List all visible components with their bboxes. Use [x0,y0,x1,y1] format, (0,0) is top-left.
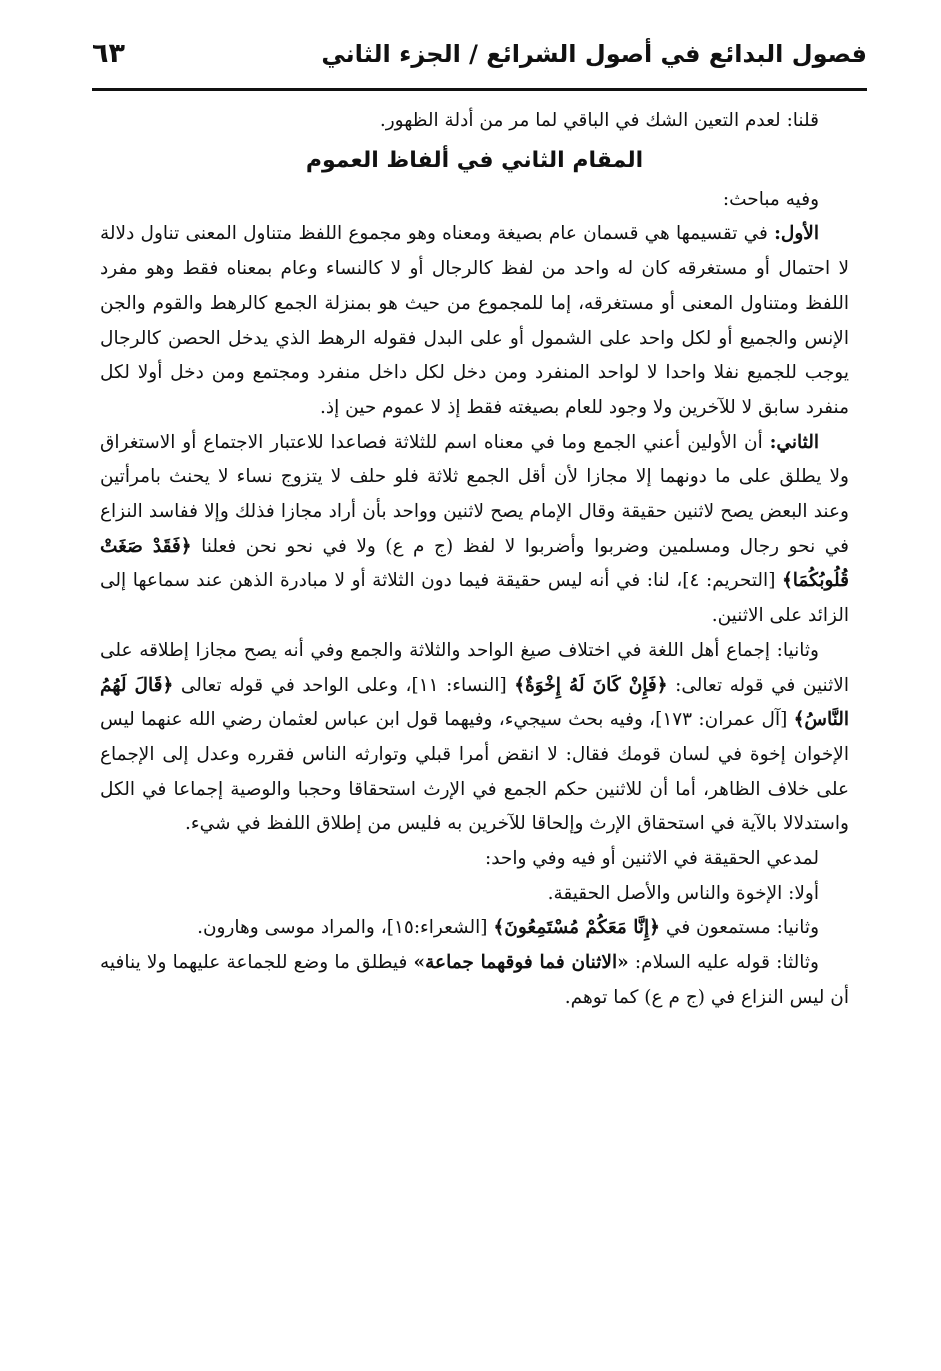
hadith-quote: «الاثنان فما فوقهما جماعة» [413,952,629,974]
second-argument-text-a: وثانيا: مستمعون في [660,917,819,939]
second-topic-text-b: [التحريم: ٤]، لنا: في أنه ليس حقيقة فيما دون الثلاثة أو لا مبادرة الذهن عند سماعها إلى الزائد على الاثنين. [100,570,849,627]
paragraph-third-argument [100,946,849,1015]
second-topic-text-a: أن الأولين أعني الجمع وما في معناه اسم للثلاثة فصاعدا للاعتبار الاجتماع أو الاستغراق ولا يطلق على ما دونهما إلا مجازا لأن أقل الجمع ثلاثة فلو حلف لا يتزوج نساء لا يحنث بامرأتين وعند البعض يصح لاثنين حقيقة وقال الإمام يصح لاثنين وواحد بأن أراد مجازا فذلك وإلا ففاسد النزاع في نحو رجال ومسلمين وضربوا وأضربوا لا لفظ (ج م ع) ولا في نحو نحن فعلنا [100,431,849,557]
paragraph-first-topic [100,217,849,425]
second-topic-heading: الثاني: [769,431,819,453]
paragraph-claimant: لمدعي الحقيقة في الاثنين أو فيه وفي واحد: [484,848,819,870]
first-topic-text: في تقسيمها هي قسمان عام بصيغة ومعناه وهو مجموع اللفظ متناول المعنى تناول دلالة لا احتمال أو مستغرقه كان له واحد من لفظ كالرجال أو لا كالنساء وعام بمعناه فقط وهو مفرد اللفظ ومتناول المعنى أو مستغرقه، إما للمجموع من حيث هو بمنزلة الجمع كالرهط والقوم والجن الإنس والجميع أو لكل واحد على الشمول أو على البدل فقوله الرهط الذي يدخل الحصن كالرجال يوجب للجميع نفلا واحدا لا لواحد المنفرد ومن دخل لكل داخل منفرد ومجتمع ومن دخل أولا لكل منفرد سابق لا للآخرين ولا وجود للعام بصيغته فقط إذ لا عموم حين إذ. [100,223,849,418]
section-title: المقام الثاني في ألفاظ العموم [305,147,644,173]
paragraph-first-argument: أولا: الإخوة والناس والأصل الحقيقة. [547,882,819,904]
paragraph-secondly [100,634,849,842]
page-number: ٦٣ [92,38,125,69]
secondly-text-a: وثانيا: إجماع أهل اللغة في اختلاف صيغ الواحد والثلاثة والجمع وفي أنه يصح مجازا إطلاقه على الاثنين في قوله تعالى: [100,639,849,696]
header-divider [92,88,867,91]
running-title: فصول البدائع في أصول الشرائع / الجزء الثاني [321,40,867,68]
secondly-text-c: [آل عمران: ١٧٣]، وفيه بحث سيجيء، وفيهما قول ابن عباس لعثمان رضي الله عنهما ليس الإخوان إخوة في لسان قومك فقال: لا انقض أمرا قبلي وتوارثه الناس فقرره وعدل إلى الإجماع على خلاف الظاهر، أما أن للاثنين حكم الجمع في الإرث استحقاقا وحجبا والوصية إجماعا في الكل واستدلالا بالآية في استحقاق الإرث وإلحاقا للآخرين به فليس من إطلاق اللفظ في شيء. [100,709,849,835]
quran-verse-shuara: ﴿إِنَّا مَعَكُمْ مُسْتَمِعُونَ﴾ [493,917,661,939]
intro-paragraph: قلنا: لعدم التعين الشك في الباقي لما مر من أدلة الظهور. [379,110,819,131]
paragraph-second-topic [100,426,849,634]
paragraph-second-argument [100,911,849,946]
third-argument-text-b: فيطلق ما وضع للجماعة عليهما ولا ينافيه أن ليس النزاع في (ج م ع) كما توهم. [100,952,849,1008]
quran-verse-tahrim: ﴿فَقَدْ صَغَتْ قُلُوبُكُمَا﴾ [100,535,849,592]
first-topic-heading: الأول: [774,223,819,245]
quran-verse-al-imran: ﴿قَالَ لَهُمُ النَّاسُ﴾ [100,674,849,731]
quran-verse-nisa: ﴿فَإِنْ كَانَ لَهُ إِخْوَةٌ﴾ [514,674,668,696]
secondly-text-b: [النساء: ١١]، وعلى الواحد في قوله تعالى [173,674,515,696]
third-argument-text-a: وثالثا: قوله عليه السلام: [628,952,819,974]
page-header [92,30,867,90]
page-body [100,104,849,1016]
topics-intro: وفيه مباحث: [722,188,819,210]
second-argument-text-b: [الشعراء:١٥]، والمراد موسى وهارون. [197,917,494,939]
